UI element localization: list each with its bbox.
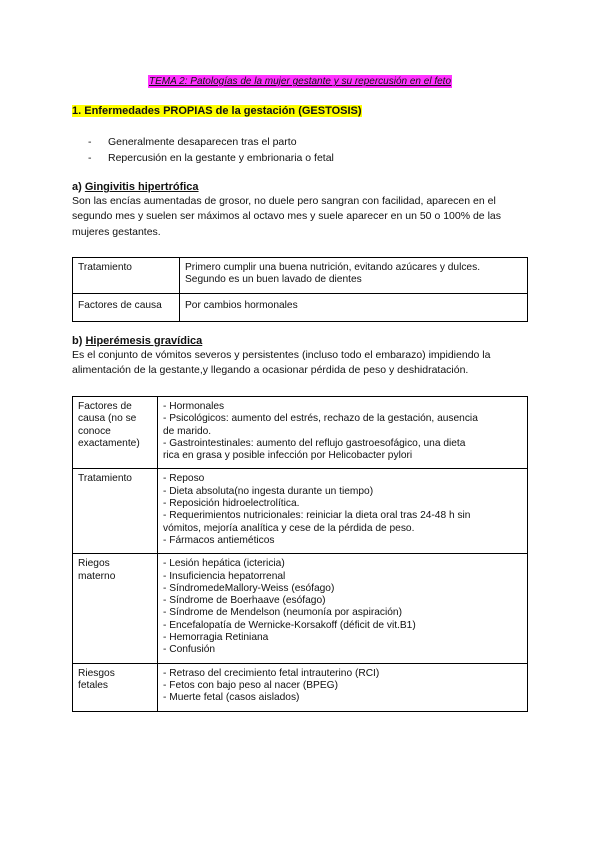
table-row xyxy=(73,397,528,469)
table-row xyxy=(73,293,528,321)
table-value-line: - SíndromedeMallory-Weiss (esófago) xyxy=(163,582,335,594)
table-value-line: - Hemorragia Retiniana xyxy=(163,632,269,644)
table-key xyxy=(73,663,158,711)
table-value-line: - Insuficiencia hepatorrenal xyxy=(163,570,286,582)
table-row xyxy=(73,258,528,294)
subheading-title: Hiperémesis gravídica xyxy=(85,335,203,347)
table-value-line: - Gastrointestinales: aumento del reflujo gastroesofágico, una dieta xyxy=(163,437,466,449)
table-value xyxy=(180,293,528,321)
subheading-prefix: b) xyxy=(72,335,83,347)
table-value-line: de marido. xyxy=(163,425,212,437)
table-value xyxy=(158,469,528,554)
dash-marker: - xyxy=(88,136,92,148)
table-value-line: - Síndrome de Mendelson (neumonía por aspiración) xyxy=(163,607,402,619)
document-title: TEMA 2: Patologías de la mujer gestante y su repercusión en el feto xyxy=(148,76,452,87)
paragraph-line: alimentación de la gestante,y llegando a ocasionar pérdida de peso y deshidratación. xyxy=(72,364,469,377)
list-item-text: Repercusión en la gestante y embrionaria o fetal xyxy=(108,152,334,164)
table-key xyxy=(73,397,158,469)
table-value-line: - Muerte fetal (casos aislados) xyxy=(163,692,300,704)
table-value-line: - Hormonales xyxy=(163,401,225,412)
table-key-line: fetales xyxy=(78,679,109,691)
table-key-line: exactamente) xyxy=(78,437,140,449)
paragraph-line: segundo mes y suelen ser máximos al octavo mes y suele aparecer en un 50 o 100% de las xyxy=(72,210,501,223)
table-value xyxy=(158,397,528,469)
section-heading xyxy=(72,104,362,118)
paragraph-line: Es el conjunto de vómitos severos y persistentes (incluso todo el embarazo) impidiendo la xyxy=(72,349,491,361)
table-value xyxy=(180,258,528,294)
bullet-list xyxy=(88,134,334,166)
table-key-line: Factores de xyxy=(78,401,132,412)
subheading-prefix: a) xyxy=(72,181,82,193)
gingivitis-table xyxy=(72,257,528,322)
table-value-line: - Psicológicos: aumento del estrés, rechazo de la gestación, ausencia xyxy=(163,413,478,425)
table-key: Tratamiento xyxy=(73,258,180,294)
paragraph-line: mujeres gestantes. xyxy=(72,225,161,238)
table-row xyxy=(73,554,528,663)
hiperemesis-description xyxy=(72,348,532,379)
table-key xyxy=(73,469,158,554)
table-row xyxy=(73,469,528,554)
title-wrapper xyxy=(0,71,600,89)
table-value-line: - Retraso del crecimiento fetal intrauterino (RCI) xyxy=(163,667,380,679)
table-value-line: - Síndrome de Boerhaave (esófago) xyxy=(163,595,326,607)
table-value-line: - Requerimientos nutricionales: reiniciar la dieta oral tras 24-48 h sin xyxy=(163,510,471,522)
subheading-title: Gingivitis hipertrófica xyxy=(84,181,199,193)
table-value xyxy=(158,554,528,663)
table-value-line: - Dieta absoluta(no ingesta durante un tiempo) xyxy=(163,485,374,497)
dash-marker: - xyxy=(88,152,92,164)
table-key: Factores de causa xyxy=(73,293,180,321)
table-row xyxy=(73,663,528,711)
table-value xyxy=(158,663,528,711)
list-item-text: Generalmente desaparecen tras el parto xyxy=(108,136,297,148)
table-value-line: - Encefalopatía de Wernicke-Korsakoff (déficit de vit.B1) xyxy=(163,619,416,631)
table-key-line: Riesgos xyxy=(78,667,115,679)
table-key-line: conoce xyxy=(78,425,111,437)
paragraph-line: Son las encías aumentadas de grosor, no duele pero sangran con facilidad, aparecen en el xyxy=(72,195,496,207)
table-key-line: Riegos xyxy=(78,558,110,570)
table-value-line: - Fetos con bajo peso al nacer (BPEG) xyxy=(163,679,338,691)
list-item xyxy=(88,150,334,166)
table-value-line: - Fármacos antieméticos xyxy=(163,534,275,546)
table-value-line: - Confusión xyxy=(163,644,216,656)
section-heading-text: 1. Enfermedades PROPIAS de la gestación (GESTOSIS) xyxy=(72,105,362,117)
table-value-line: rica en grasa y posible infección por Helicobacter pylori xyxy=(163,450,413,462)
table-value-line: - Reposo xyxy=(163,473,205,485)
table-value-line: - Lesión hepática (ictericia) xyxy=(163,558,285,570)
table-key-line: Tratamiento xyxy=(78,473,132,485)
table-key-line: materno xyxy=(78,570,116,582)
subheading-hiperemesis xyxy=(72,334,202,348)
hiperemesis-table xyxy=(72,396,528,712)
table-key xyxy=(73,554,158,663)
table-value-line: vómitos, mejoría analítica y cese de la pérdida de peso. xyxy=(163,522,415,534)
subheading-gingivitis xyxy=(72,180,199,194)
list-item xyxy=(88,134,334,150)
table-value-line: - Reposición hidroelectrolítica. xyxy=(163,498,300,510)
table-key-line: causa (no se xyxy=(78,413,137,425)
table-value-line: Primero cumplir una buena nutrición, evitando azúcares y dulces. xyxy=(185,262,481,273)
table-value-line: Segundo es un buen lavado de dientes xyxy=(185,274,362,286)
table-value-line: Por cambios hormonales xyxy=(185,299,298,311)
gingivitis-description xyxy=(72,194,532,240)
